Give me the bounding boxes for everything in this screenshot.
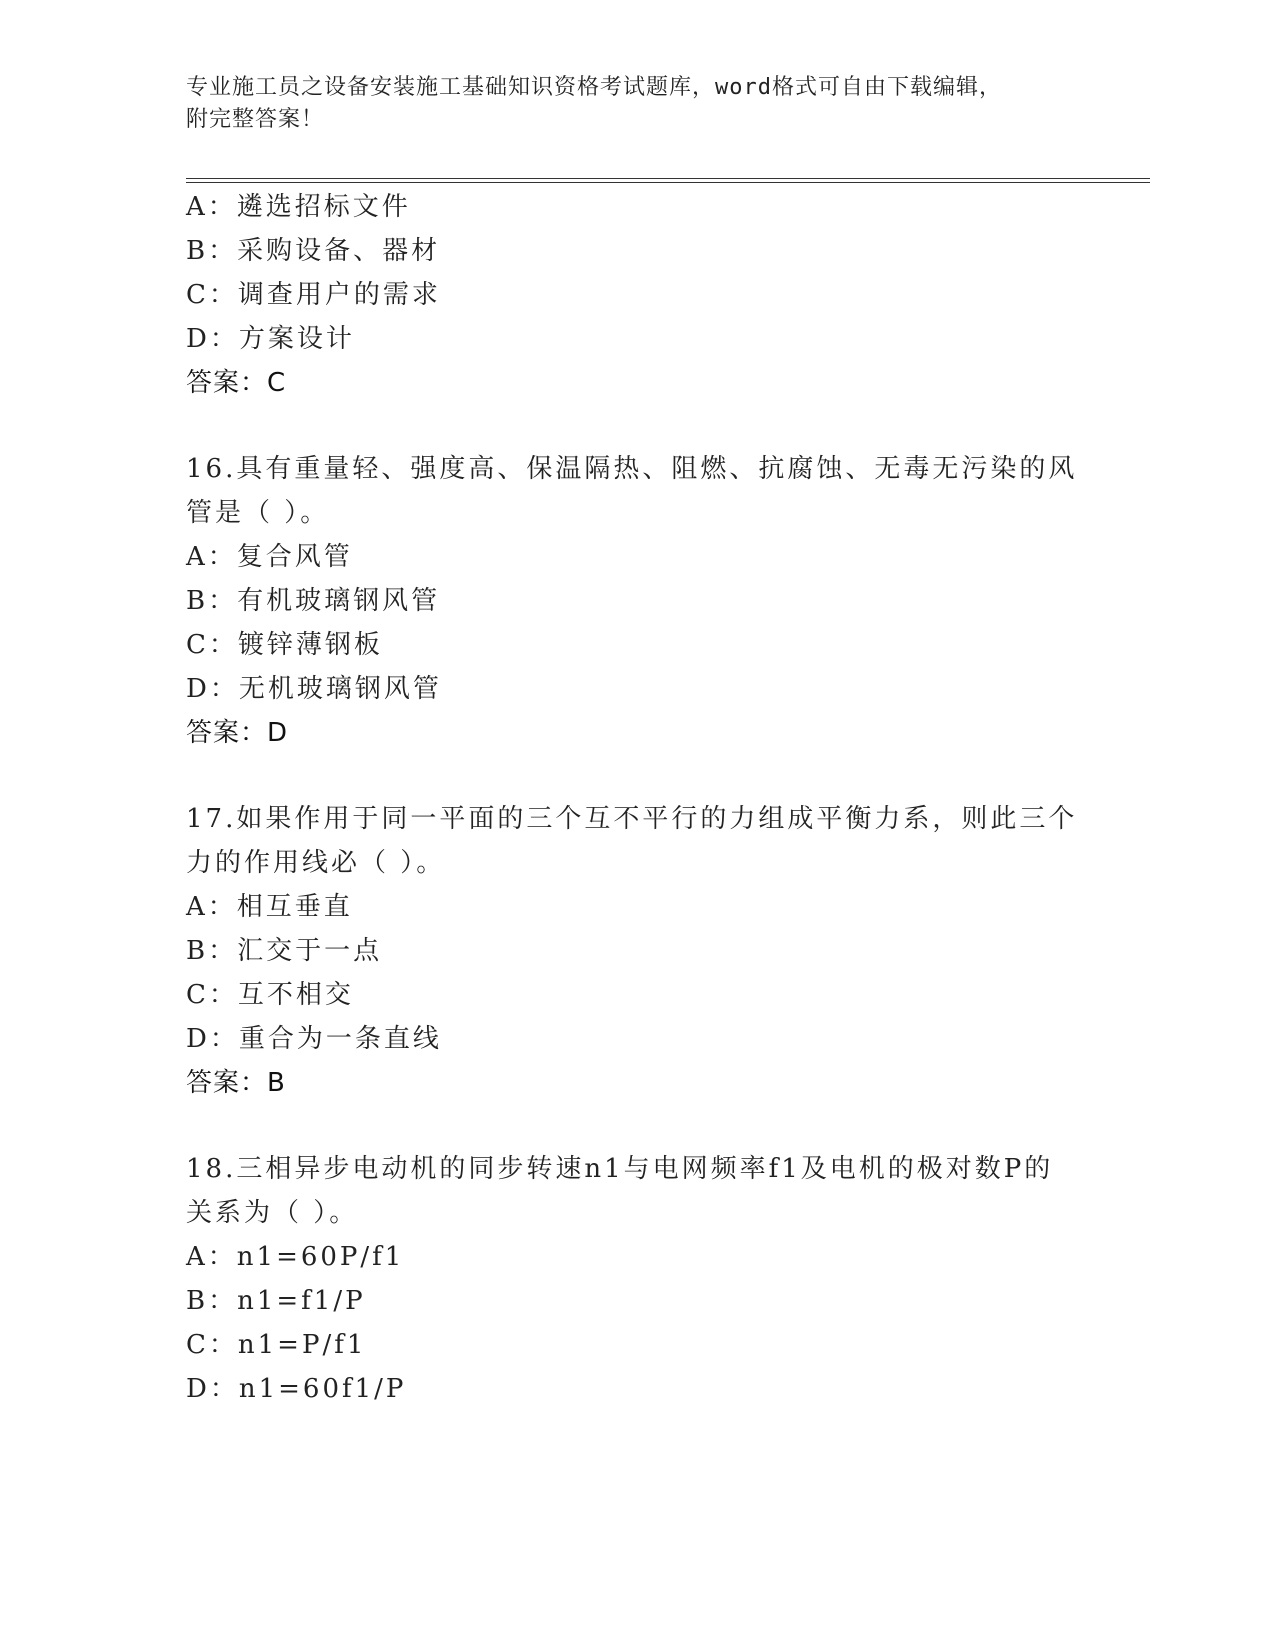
q15-answer: 答案：C (186, 368, 287, 398)
q16-option-b: B：有机玻璃钢风管 (186, 586, 441, 616)
q17-answer: 答案：B (186, 1068, 286, 1098)
q17-stem-line-2: 力的作用线必（ ）。 (186, 848, 446, 878)
header-divider-bottom (186, 182, 1150, 183)
q16-answer: 答案：D (186, 718, 289, 748)
q16-stem-line-1: 16.具有重量轻、强度高、保温隔热、阻燃、抗腐蚀、无毒无污染的风 (186, 454, 1078, 484)
q18-option-a: A：n1=60P/f1 (186, 1242, 405, 1272)
q17-option-c: C：互不相交 (186, 980, 354, 1010)
header-line-1: 专业施工员之设备安装施工基础知识资格考试题库，word格式可自由下载编辑， (186, 75, 1002, 100)
q18-option-d: D：n1=60f1/P (186, 1374, 407, 1404)
q15-option-d: D：方案设计 (186, 324, 355, 354)
q17-stem-line-1: 17.如果作用于同一平面的三个互不平行的力组成平衡力系，则此三个 (186, 804, 1078, 834)
document-header (186, 72, 1066, 136)
q15-option-a: A：遴选招标文件 (186, 192, 411, 222)
header-divider-top (186, 178, 1150, 179)
q18-option-b: B：n1=f1/P (186, 1286, 366, 1316)
q18-stem-line-1: 18.三相异步电动机的同步转速n1与电网频率f1及电机的极对数P的 (186, 1154, 1054, 1184)
q18-option-c: C：n1=P/f1 (186, 1330, 367, 1360)
q17-option-a: A：相互垂直 (186, 892, 353, 922)
q18-stem-line-2: 关系为（ ）。 (186, 1198, 359, 1228)
q16-option-a: A：复合风管 (186, 542, 353, 572)
header-line-2: 附完整答案！ (186, 107, 325, 132)
q16-stem-line-2: 管是（ ）。 (186, 498, 330, 528)
q17-option-b: B：汇交于一点 (186, 936, 383, 966)
q16-option-c: C：镀锌薄钢板 (186, 630, 383, 660)
q16-option-d: D：无机玻璃钢风管 (186, 674, 442, 704)
q15-option-c: C：调查用户的需求 (186, 280, 441, 310)
q17-option-d: D：重合为一条直线 (186, 1024, 442, 1054)
q15-option-b: B：采购设备、器材 (186, 236, 441, 266)
